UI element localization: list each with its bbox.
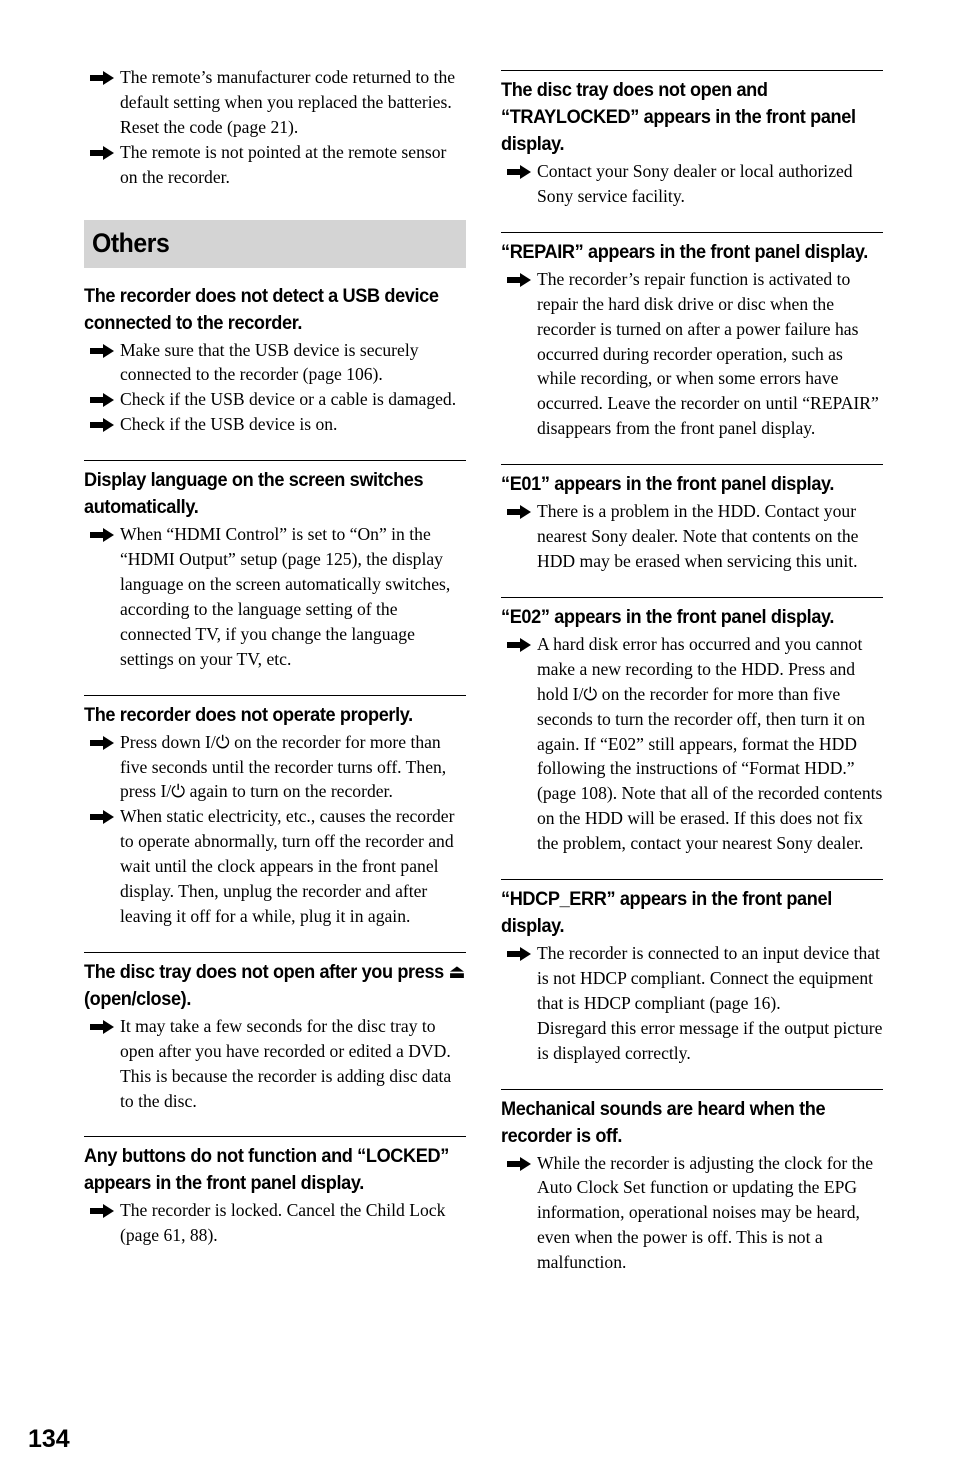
section-heading: Any buttons do not function and “LOCKED” appears in the front panel display. <box>84 1145 449 1195</box>
list-item-text: Check if the USB device is on. <box>120 414 338 435</box>
troubleshooting-section <box>501 597 883 856</box>
list-item-text: The remote is not pointed at the remote sensor on the recorder. <box>120 141 447 187</box>
troubleshooting-section <box>501 1089 883 1276</box>
list-item-text <box>537 1151 883 1276</box>
troubleshooting-section <box>501 70 883 209</box>
list-item <box>501 499 883 574</box>
list-item <box>501 159 883 209</box>
list-item-text <box>537 632 883 856</box>
arrow-right-icon <box>501 159 537 179</box>
list-item <box>84 65 466 140</box>
list-item-text: Make sure that the USB device is securely connected to the recorder (page 106). <box>120 339 419 385</box>
others-section-banner <box>84 220 466 268</box>
list-item <box>84 730 466 805</box>
arrow-right-icon <box>501 267 537 287</box>
arrow-right-icon <box>84 338 120 358</box>
arrow-right-icon <box>84 522 120 542</box>
arrow-right-icon <box>84 730 120 750</box>
list-item <box>84 1014 466 1114</box>
arrow-right-icon <box>84 140 120 160</box>
section-heading: The recorder does not operate properly. <box>84 703 413 726</box>
paragraph: There is a problem in the HDD. Contact your nearest Sony dealer. Note that contents on the HDD may be erased when servicing this unit. <box>537 501 859 571</box>
arrow-right-icon <box>84 65 120 85</box>
right-sections <box>501 70 883 1275</box>
arrow-right-icon <box>84 387 120 407</box>
section-heading: Display language on the screen switches automatically. <box>84 469 424 519</box>
section-heading: “E02” appears in the front panel display. <box>501 605 835 628</box>
bullet-list <box>84 730 466 929</box>
paragraph: Contact your Sony dealer or local authorized Sony service facility. <box>537 161 853 206</box>
paragraph: Disregard this error message if the output picture is displayed correctly. <box>537 1017 883 1063</box>
bullet-list <box>84 65 466 190</box>
list-item-text: Press down I/⏻ on the recorder for more than five seconds until the recorder turns off. Then, press I/⏻ again to turn on the recorder. <box>120 731 447 802</box>
troubleshooting-section <box>84 952 466 1114</box>
arrow-right-icon <box>84 1014 120 1034</box>
list-item-text <box>537 499 883 574</box>
list-item <box>84 804 466 929</box>
list-item <box>501 267 883 441</box>
list-item <box>84 1198 466 1248</box>
bullet-list <box>501 159 883 209</box>
troubleshooting-section <box>84 1136 466 1248</box>
troubleshooting-section <box>84 460 466 671</box>
list-item-text: When “HDMI Control” is set to “On” in the “HDMI Output” setup (page 125), the display language on the screen automatically switches, according to the language setting of the connected TV, if you change the language settings on your TV, etc. <box>120 524 451 669</box>
section-heading: “E01” appears in the front panel display. <box>501 473 835 496</box>
list-item-text: It may take a few seconds for the disc tray to open after you have recorded or edited a DVD. This is because the recorder is adding disc data to the disc. <box>120 1015 452 1111</box>
list-item <box>84 338 466 388</box>
arrow-right-icon <box>84 412 120 432</box>
section-heading: “REPAIR” appears in the front panel display. <box>501 240 868 263</box>
arrow-right-icon <box>501 632 537 652</box>
bullet-list <box>84 1198 466 1248</box>
list-item-text: When static electricity, etc., causes the recorder to operate abnormally, turn off the recorder and wait until the clock appears in the front panel display. Then, unplug the recorder and after leaving it off for a while, plug it in again. <box>120 806 455 926</box>
troubleshooting-section <box>501 879 883 1066</box>
section-heading: The disc tray does not open and “TRAYLOCKED” appears in the front panel display. <box>501 79 856 155</box>
section-heading: The disc tray does not open after you press ⏏ (open/close). <box>84 960 466 1010</box>
paragraph: While the recorder is adjusting the clock for the Auto Clock Set function or updating the EPG information, operational noises may be heard, even when the power is off. This is not a malfunction. <box>537 1152 874 1273</box>
bullet-list <box>501 632 883 856</box>
section-title: Others <box>92 228 170 259</box>
list-item-text: The remote’s manufacturer code returned to the default setting when you replaced the batteries. Reset the code (page 21). <box>120 67 456 137</box>
list-item-text <box>537 941 883 1066</box>
list-item <box>84 140 466 190</box>
troubleshooting-section <box>501 232 883 441</box>
bullet-list <box>84 522 466 671</box>
list-item-text <box>537 159 883 209</box>
troubleshooting-section <box>84 695 466 929</box>
list-item-text: The recorder is locked. Cancel the Child Lock (page 61, 88). <box>120 1200 446 1246</box>
list-item <box>84 412 466 437</box>
left-column <box>84 64 466 1271</box>
list-item <box>501 632 883 856</box>
troubleshooting-section <box>501 464 883 574</box>
arrow-right-icon <box>501 1151 537 1171</box>
section-heading: Mechanical sounds are heard when the recorder is off. <box>501 1097 826 1147</box>
arrow-right-icon <box>84 1198 120 1218</box>
section-heading: “HDCP_ERR” appears in the front panel display. <box>501 888 832 938</box>
list-item <box>501 1151 883 1276</box>
troubleshooting-section <box>84 283 466 438</box>
list-item <box>501 941 883 1066</box>
bullet-list <box>501 499 883 574</box>
bullet-list <box>501 267 883 441</box>
bullet-list <box>501 1151 883 1276</box>
paragraph: A hard disk error has occurred and you cannot make a new recording to the HDD. Press and hold I/⏻ on the recorder for more than five seconds to turn the recorder off, then turn it on again. If “E02” still appears, format the HDD following the instructions of “Format HDD.” (page 108). Note that all of the recorded contents on the HDD will be erased. If this does not fix the problem, contact your nearest Sony dealer. <box>537 633 883 854</box>
page-number: 134 <box>28 1425 70 1453</box>
list-item <box>84 522 466 671</box>
paragraph: The recorder’s repair function is activated to repair the hard disk drive or disc when the recorder is turned on after a power failure has occurred during recorder operation, such as while recording, or when some errors have occurred. Leave the recorder on until “REPAIR” disappears from the front panel display. <box>537 268 879 439</box>
arrow-right-icon <box>501 941 537 961</box>
arrow-right-icon <box>501 499 537 519</box>
right-column <box>501 70 883 1298</box>
continued-section <box>84 65 466 190</box>
paragraph: The recorder is connected to an input device that is not HDCP compliant. Connect the equipment that is HDCP compliant (page 16). <box>537 943 880 1013</box>
bullet-list <box>84 1014 466 1114</box>
arrow-right-icon <box>84 804 120 824</box>
bullet-list <box>501 941 883 1066</box>
bullet-list <box>84 338 466 438</box>
section-heading: The recorder does not detect a USB device connected to the recorder. <box>84 284 439 334</box>
list-item-text <box>537 267 883 441</box>
left-sections <box>84 283 466 1249</box>
list-item <box>84 387 466 412</box>
list-item-text: Check if the USB device or a cable is damaged. <box>120 389 457 410</box>
